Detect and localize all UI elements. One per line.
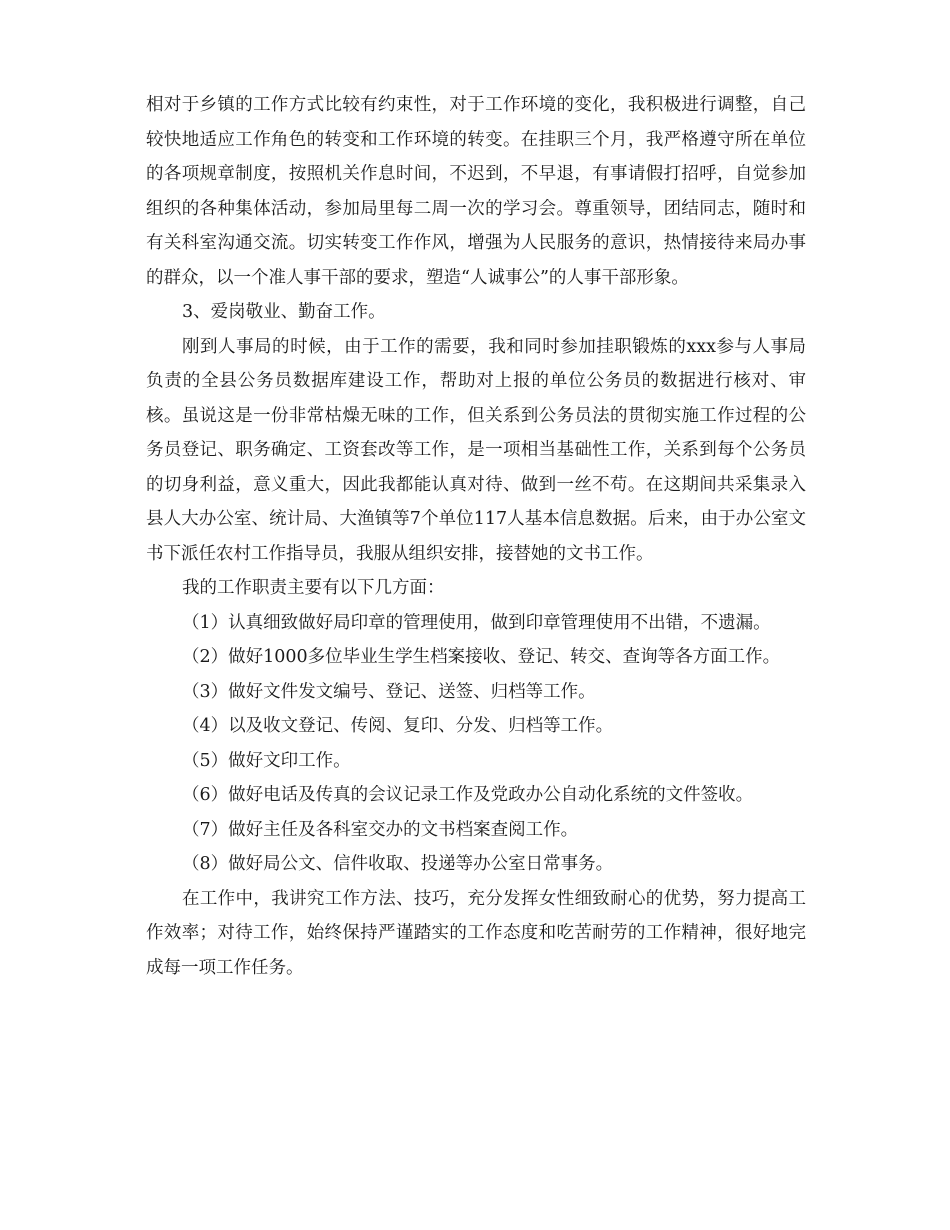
paragraph-closing: 在工作中，我讲究工作方法、技巧，充分发挥女性细致耐心的优势，努力提高工作效率；对待工作，始终保持严谨踏实的工作态度和吃苦耐劳的工作精神，很好地完成每一项工作任务。 <box>146 888 806 978</box>
list-item: （8）做好局公文、信件收取、投递等办公室日常事务。 <box>182 854 614 874</box>
paragraph-duties-intro: 我的工作职责主要有以下几方面： <box>182 578 445 598</box>
list-item: （6）做好电话及传真的会议记录工作及党政办公自动化系统的文件签收。 <box>182 785 754 805</box>
list-item: （4）以及收文登记、传阅、复印、分发、归档等工作。 <box>182 716 614 736</box>
list-item: （2）做好1000多位毕业生学生档案接收、登记、转交、查询等各方面工作。 <box>182 647 781 667</box>
section-heading-dedication: 3、爱岗敬业、勤奋工作。 <box>182 302 386 322</box>
duties-list <box>146 606 806 882</box>
list-item: （3）做好文件发文编号、登记、送签、归档等工作。 <box>182 681 596 702</box>
list-item: （5）做好文印工作。 <box>182 750 351 771</box>
paragraph-work-attitude: 相对于乡镇的工作方式比较有约束性，对于工作环境的变化，我积极进行调整，自己较快地适应工作角色的转变和工作环境的转变。在挂职三个月，我严格遵守所在单位的各项规章制度，按照机关作息时间，不迟到，不早退，有事请假打招呼，自觉参加组织的各种集体活动，参加局里每二周一次的学习会。尊重领导，团结同志，随时和有关科室沟通交流。切实转变工作作风，增强为人民服务的意识，热情接待来局办事的群众，以一个准人事干部的要求，塑造“人诚事公”的人事干部形象。 <box>146 95 806 288</box>
paragraph-database-work: 刚到人事局的时候，由于工作的需要，我和同时参加挂职锻炼的xxx参与人事局负责的全县公务员数据库建设工作，帮助对上报的单位公务员的数据进行核对、审核。虽说这是一份非常枯燥无味的工作，但关系到公务员法的贯彻实施工作过程的公务员登记、职务确定、工资套改等工作，是一项相当基础性工作，关系到每个公务员的切身利益，意义重大，因此我都能认真对待、做到一丝不苟。在这期间共采集录入县人大办公室、统计局、大渔镇等7个单位117人基本信息数据。后来，由于办公室文书下派任农村工作指导员，我服从组织安排，接替她的文书工作。 <box>146 336 806 564</box>
document-body <box>146 88 806 985</box>
list-item: （1）认真细致做好局印章的管理使用，做到印章管理使用不出错，不遗漏。 <box>182 612 771 633</box>
list-item: （7）做好主任及各科室交办的文书档案查阅工作。 <box>182 819 579 840</box>
